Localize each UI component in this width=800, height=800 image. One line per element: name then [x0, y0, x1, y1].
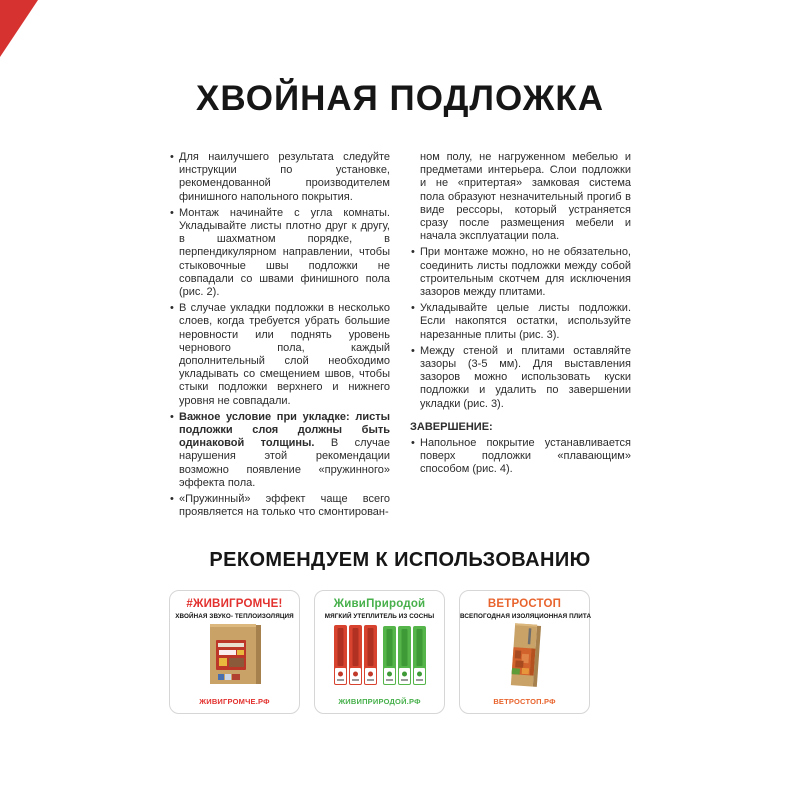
card-subtitle: МЯГКИЙ УТЕПЛИТЕЛЬ ИЗ СОСНЫ — [324, 613, 435, 621]
card-title: ВЕТРОСТОП — [487, 598, 562, 611]
instruction-item: • Между стеной и плитами оставляйте зазоры (3-5 мм). Для выставления зазоров можно использовать куски подложки и удалить по завершении укладки (рис. 3). — [410, 345, 631, 411]
instruction-item: • При монтаже можно, но не обязательно, соединить листы подложки между собой строительным скотчем для исключения зазоров между плитами. — [410, 246, 631, 299]
instruction-item: • Напольное покрытие устанавливается поверх подложки «плавающим» способом (рис. 4). — [410, 437, 631, 477]
instruction-item: • Укладывайте целые листы подложки. Если накопятся остатки, используйте нарезанные плиты (рис. 3). — [410, 302, 631, 342]
instructions-section — [169, 151, 631, 522]
product-card-zhivigromche — [169, 590, 300, 714]
instructions-left-column — [169, 151, 390, 522]
product-image-pine-insulation-packs — [315, 623, 444, 687]
product-card-zhiviprirodoy — [314, 590, 445, 714]
instruction-continuation: ном полу, не нагруженном мебелью и предметами интерьера. Слои подложки и не «притертая» замковая система пола образуют незначительный прогиб в виде рессоры, который устраняется сразу после размещения мебели и начала эксплуатации пола. — [420, 151, 631, 243]
card-title: #ЖИВИГРОМЧЕ! — [186, 598, 283, 611]
instruction-bold-lead: Важное условие при укладке: листы подложки слоя должны быть одинаковой толщины. — [179, 410, 390, 450]
instruction-item: • Монтаж начинайте с угла комнаты. Укладывайте листы плотно друг к другу, в шахматном порядке, в перпендикулярном направлении, чтобы стыковочные швы подложки не совпадали со швами финишного пола (рис. 2). — [169, 207, 390, 299]
card-subtitle: ВСЕПОГОДНАЯ ИЗОЛЯЦИОННАЯ ПЛИТА — [460, 613, 592, 621]
card-link-vetrostop[interactable]: ВЕТРОСТОП.РФ — [493, 697, 556, 707]
card-link-zhiviprirodoy[interactable]: ЖИВИПРИРОДОЙ.РФ — [338, 697, 421, 707]
page-title: ХВОЙНАЯ ПОДЛОЖКА — [195, 79, 604, 118]
recommendations-heading: РЕКОМЕНДУЕМ К ИСПОЛЬЗОВАНИЮ — [209, 549, 591, 572]
card-link-zhivigromche[interactable]: ЖИВИГРОМЧЕ.РФ — [199, 697, 270, 707]
instructions-right-column — [410, 151, 631, 522]
instruction-item: • В случае укладки подложки в несколько слоев, когда требуется убрать большие неровности или поднять уровень чернового пола, каждый дополнительный слой необходимо укладывать со смещением швов, чтобы стыки подложки верхнего и нижнего уровня не совпадали. — [169, 302, 390, 408]
completion-heading: ЗАВЕРШЕНИЕ: — [410, 420, 493, 433]
instruction-item-important — [169, 411, 390, 490]
card-subtitle: ХВОЙНАЯ ЗВУКО- ТЕПЛОИЗОЛЯЦИЯ — [175, 613, 294, 621]
instruction-text: В случае нарушения этой рекомендации возможно появление «пружинного» эффекта пола. — [179, 437, 390, 489]
product-image-soundproofing-panel — [170, 623, 299, 687]
instruction-item: • Для наилучшего результата следуйте инструкции по установке, рекомендованной производителем финишного напольного покрытия. — [169, 151, 390, 204]
product-card-vetrostop — [459, 590, 590, 714]
recommendation-cards-row — [169, 590, 631, 714]
instruction-item: • «Пружинный» эффект чаще всего проявляется на только что смонтирован- — [169, 493, 390, 519]
card-title: ЖивиПриродой — [333, 598, 426, 611]
product-image-isolation-board — [460, 623, 589, 687]
